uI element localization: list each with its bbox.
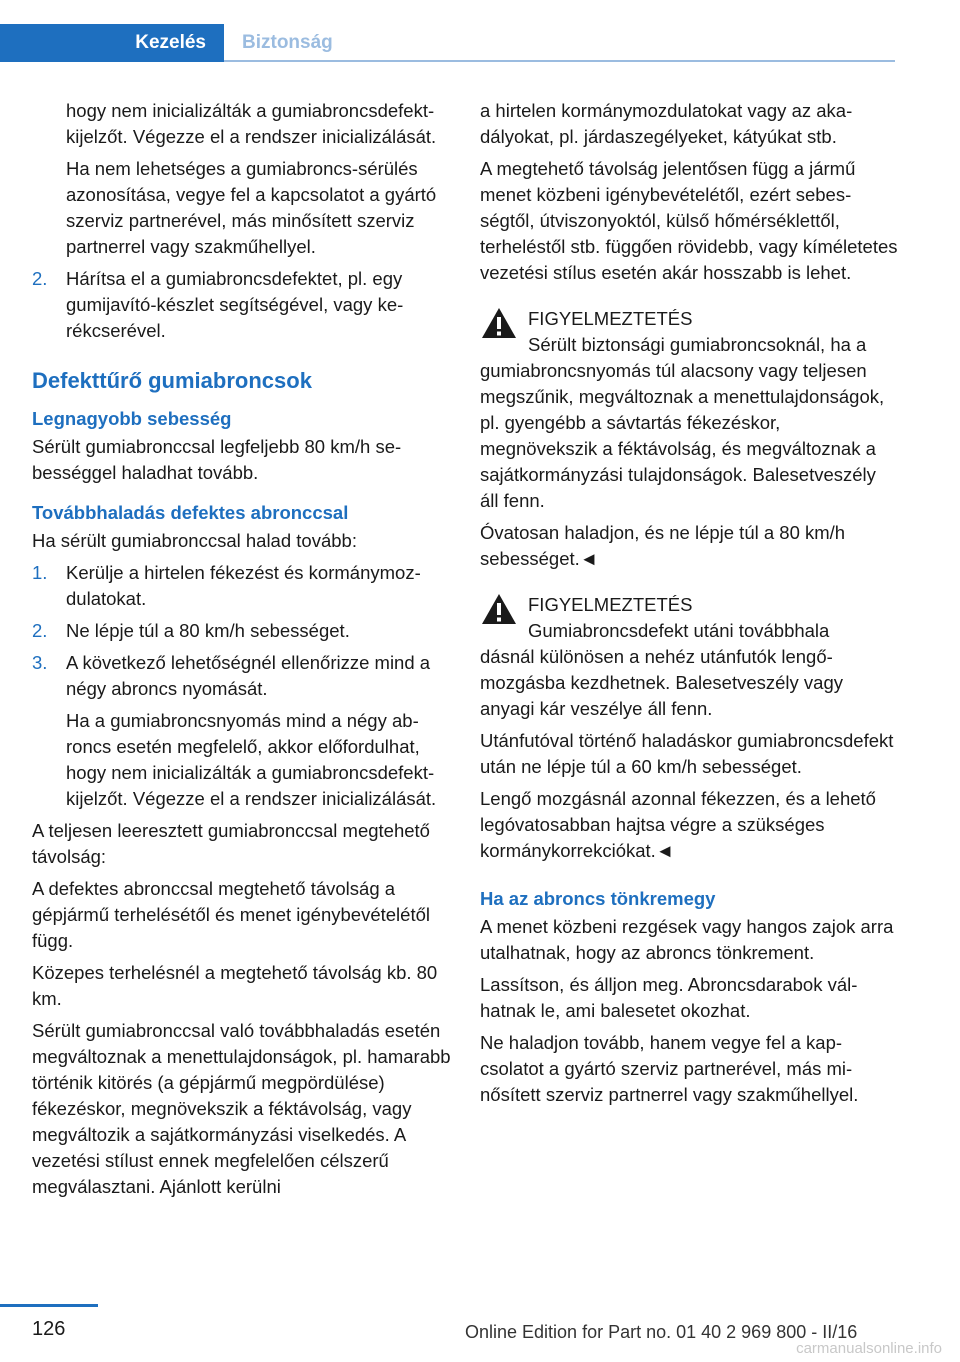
paragraph-handling: Sérült gumiabronccsal való továbbhaladás esetén megváltoznak a menettulajdonságok, pl. hamarabb történik kitörés (a gépjármű megpördülése) fékezéskor, megnövekszik a féktávolság, vagy megváltozik a sajátkormányzási viselkedés. A vezetési stílust ennek megfelelően célszerű megválasztani. Ajánlott kerülni [32, 1020, 451, 1197]
header-tabs [0, 24, 895, 62]
paragraph-continued: a hirtelen kormánymozdulatokat vagy az akadályokat, pl. járdaszegélyeket, kátyúkat stb. [480, 100, 853, 147]
continued-paragraph-2: Ha nem lehetséges a gumiabroncs-sérülés azonosítása, vegye fel a kapcsolatot a gyártó szerviz partnerével, más minősített szerviz partnerrel vagy szakműhellyel. [66, 158, 437, 257]
continued-paragraph-1: hogy nem inicializálták a gumiabroncsdefekt-kijelzőt. Végezze el a rendszer inicializálását. [66, 100, 437, 147]
list-text: A következő lehetőségnél ellenőrizze mind a négy abroncs nyomását. [66, 652, 431, 699]
tab-biztonsag[interactable]: Biztonság [242, 32, 333, 53]
list-item [32, 266, 452, 344]
edition-text: Online Edition for Part no. 01 40 2 969 800 - II/16 [465, 1322, 858, 1342]
paragraph-speed: Sérült gumiabronccsal legfeljebb 80 km/h sebességgel haladhat tovább. [32, 436, 402, 483]
list-number: 2. [32, 268, 48, 289]
list-item [32, 650, 452, 702]
list-item [32, 618, 452, 644]
footer-line [0, 1304, 98, 1307]
warning-text-rest: gumiabroncsnyomás túl alacsony vagy teljesen megszűnik, megváltoznak a menettulajdonságok, pl. gyengébb a sávtartás fékezéskor, megnövekszik a féktávolság, és megváltoznak a sajátkormányzási tulajdonságok. Balesetveszély áll fenn. [480, 360, 885, 511]
warning-triangle-icon [480, 592, 518, 626]
paragraph-intro: Ha sérült gumiabronccsal halad tovább: [32, 530, 357, 551]
list-number: 1. [32, 562, 48, 583]
page-number: 126 [32, 1318, 66, 1340]
subsection-heading-speed: Legnagyobb sebesség [32, 408, 232, 429]
warning-paragraph: Utánfutóval történő haladáskor gumiabroncsdefekt után ne lépje túl a 60 km/h sebességet. [480, 730, 894, 777]
warning-title: FIGYELMEZTETÉS [528, 594, 693, 615]
subsection-heading-tire-failure: Ha az abroncs tönkremegy [480, 888, 716, 909]
list-item [32, 560, 452, 612]
right-column [480, 98, 898, 1114]
watermark: carmanualsonline.info [796, 1340, 942, 1357]
list-number: 3. [32, 652, 48, 673]
paragraph-failure-1: A menet közbeni rezgések vagy hangos zajok arra utalhatnak, hogy az abroncs tönkrement. [480, 916, 894, 963]
left-column [32, 98, 452, 1206]
subsection-heading-continue: Továbbhaladás defektes abronccsal [32, 502, 349, 523]
list-text: Kerülje a hirtelen fékezést és kormánymozdulatokat. [66, 562, 421, 609]
list-item-extra: Ha a gumiabroncsnyomás mind a négy abroncs esetén megfelelő, akkor előfordulhat, hogy nem inicializálták a gumiabroncsdefekt-kijelzőt. Végezze el a rendszer inicializálását. [66, 710, 437, 809]
warning-paragraph: Óvatosan haladjon, és ne lépje túl a 80 km/h sebességet.◄ [480, 522, 846, 569]
paragraph-failure-3: Ne haladjon tovább, hanem vegye fel a kapcsolatot a gyártó szerviz partnerével, más minősített szerviz partnerrel vagy szakműhellyel. [480, 1032, 859, 1105]
paragraph-range-1: A defektes abronccsal megtehető távolság a gépjármű terhelésétől és menet igénybevételétől függ. [32, 878, 430, 951]
list-text: Hárítsa el a gumiabroncsdefektet, pl. egy gumijavító-készlet segítségével, vagy kerékcserével. [66, 268, 404, 341]
warning-text-first: Sérült biztonsági gumiabroncsoknál, ha a [528, 334, 867, 355]
paragraph-range: A megtehető távolság jelentősen függ a jármű menet közbeni igénybevételétől, ezért sebességtől, útviszonyoktól, külső hőmérséklettől, terheléstől stb. függően rövidebb, vagy kíméletetes vezetési stílus esetén akár hosszabb is lehet. [480, 158, 898, 283]
warning-block-2 [480, 592, 898, 722]
paragraph-failure-2: Lassítson, és álljon meg. Abroncsdarabok válhatnak le, ami balesetet okozhat. [480, 974, 858, 1021]
warning-paragraph: Lengő mozgásnál azonnal fékezzen, és a lehető legóvatosabban hajtsa végre a szükséges kormánykorrekciókat.◄ [480, 788, 876, 861]
warning-text-first: Gumiabroncsdefekt utáni továbbhala [528, 620, 830, 641]
tab-underline [224, 60, 895, 62]
warning-text-rest: dásnál különösen a nehéz utánfutók lengőmozgásba kezdhetnek. Balesetveszély vagy anyagi kár veszélye áll fenn. [480, 646, 844, 719]
paragraph-range-title: A teljesen leeresztett gumiabronccsal megtehető távolság: [32, 820, 430, 867]
warning-block-1 [480, 306, 898, 514]
list-number: 2. [32, 620, 48, 641]
warning-title: FIGYELMEZTETÉS [528, 308, 693, 329]
list-text: Ne lépje túl a 80 km/h sebességet. [66, 620, 350, 641]
tab-kezeles[interactable]: Kezelés [0, 24, 224, 62]
paragraph-range-2: Közepes terhelésnél a megtehető távolság kb. 80 km. [32, 962, 438, 1009]
warning-triangle-icon [480, 306, 518, 340]
section-heading: Defekttűrő gumiabroncsok [32, 368, 312, 393]
